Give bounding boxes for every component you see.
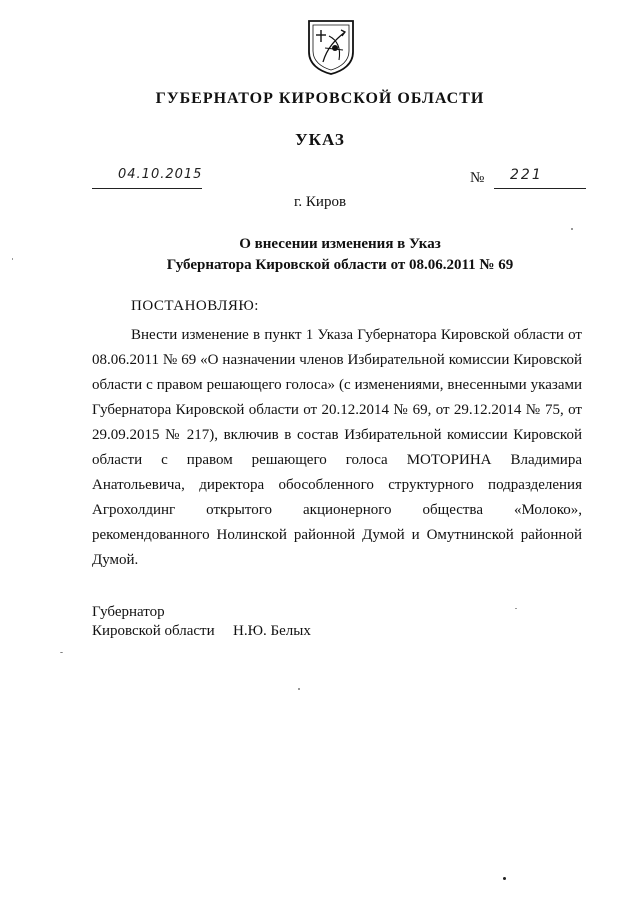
decree-body-paragraph: Внести изменение в пункт 1 Указа Губернатора Кировской области от 08.06.2011 № 69 «О назначении членов Избирательной комиссии Кировской области с правом решающего голоса» (с изменениями, внесенными указами Губернатора Кировской области от 20.12.2014 № 69, от 29.12.2014 № 75, от 29.09.2015 № 217), включив в состав Избирательной комиссии Кировской области с правом решающего голоса МОТОРИНА Владимира Анатольевича, директора обособленного структурного подразделения Агрохолдинг открытого акционерного общества «Молоко», рекомендованного Нолинской районной Думой и Омутнинской районной Думой. [92, 327, 582, 568]
issuing-authority: ГУБЕРНАТОР КИРОВСКОЙ ОБЛАСТИ [155, 90, 485, 107]
coat-of-arms-icon [305, 18, 357, 76]
document-subject [0, 234, 640, 276]
scan-speck [60, 652, 63, 653]
decree-word: ПОСТАНОВЛЯЮ: [131, 298, 259, 314]
scan-speck [571, 228, 573, 230]
subject-line-1: О внесении изменения в Указ [239, 236, 441, 252]
document-type: УКАЗ [295, 130, 345, 149]
signatory-title: Губернатор [92, 604, 165, 620]
subject-line-2: Губернатора Кировской области от 08.06.2011 № 69 [166, 257, 514, 273]
document-date: 04.10.2015 [118, 167, 203, 182]
signatory-name: Н.Ю. Белых [233, 623, 311, 639]
number-label: № [470, 170, 485, 186]
scan-speck [503, 877, 506, 880]
scan-speck [298, 688, 300, 690]
scan-speck [515, 608, 517, 609]
issue-city: г. Киров [293, 194, 347, 210]
scan-speck [12, 258, 13, 260]
document-number: 221 [510, 167, 543, 183]
signatory-region: Кировской области [92, 623, 215, 639]
